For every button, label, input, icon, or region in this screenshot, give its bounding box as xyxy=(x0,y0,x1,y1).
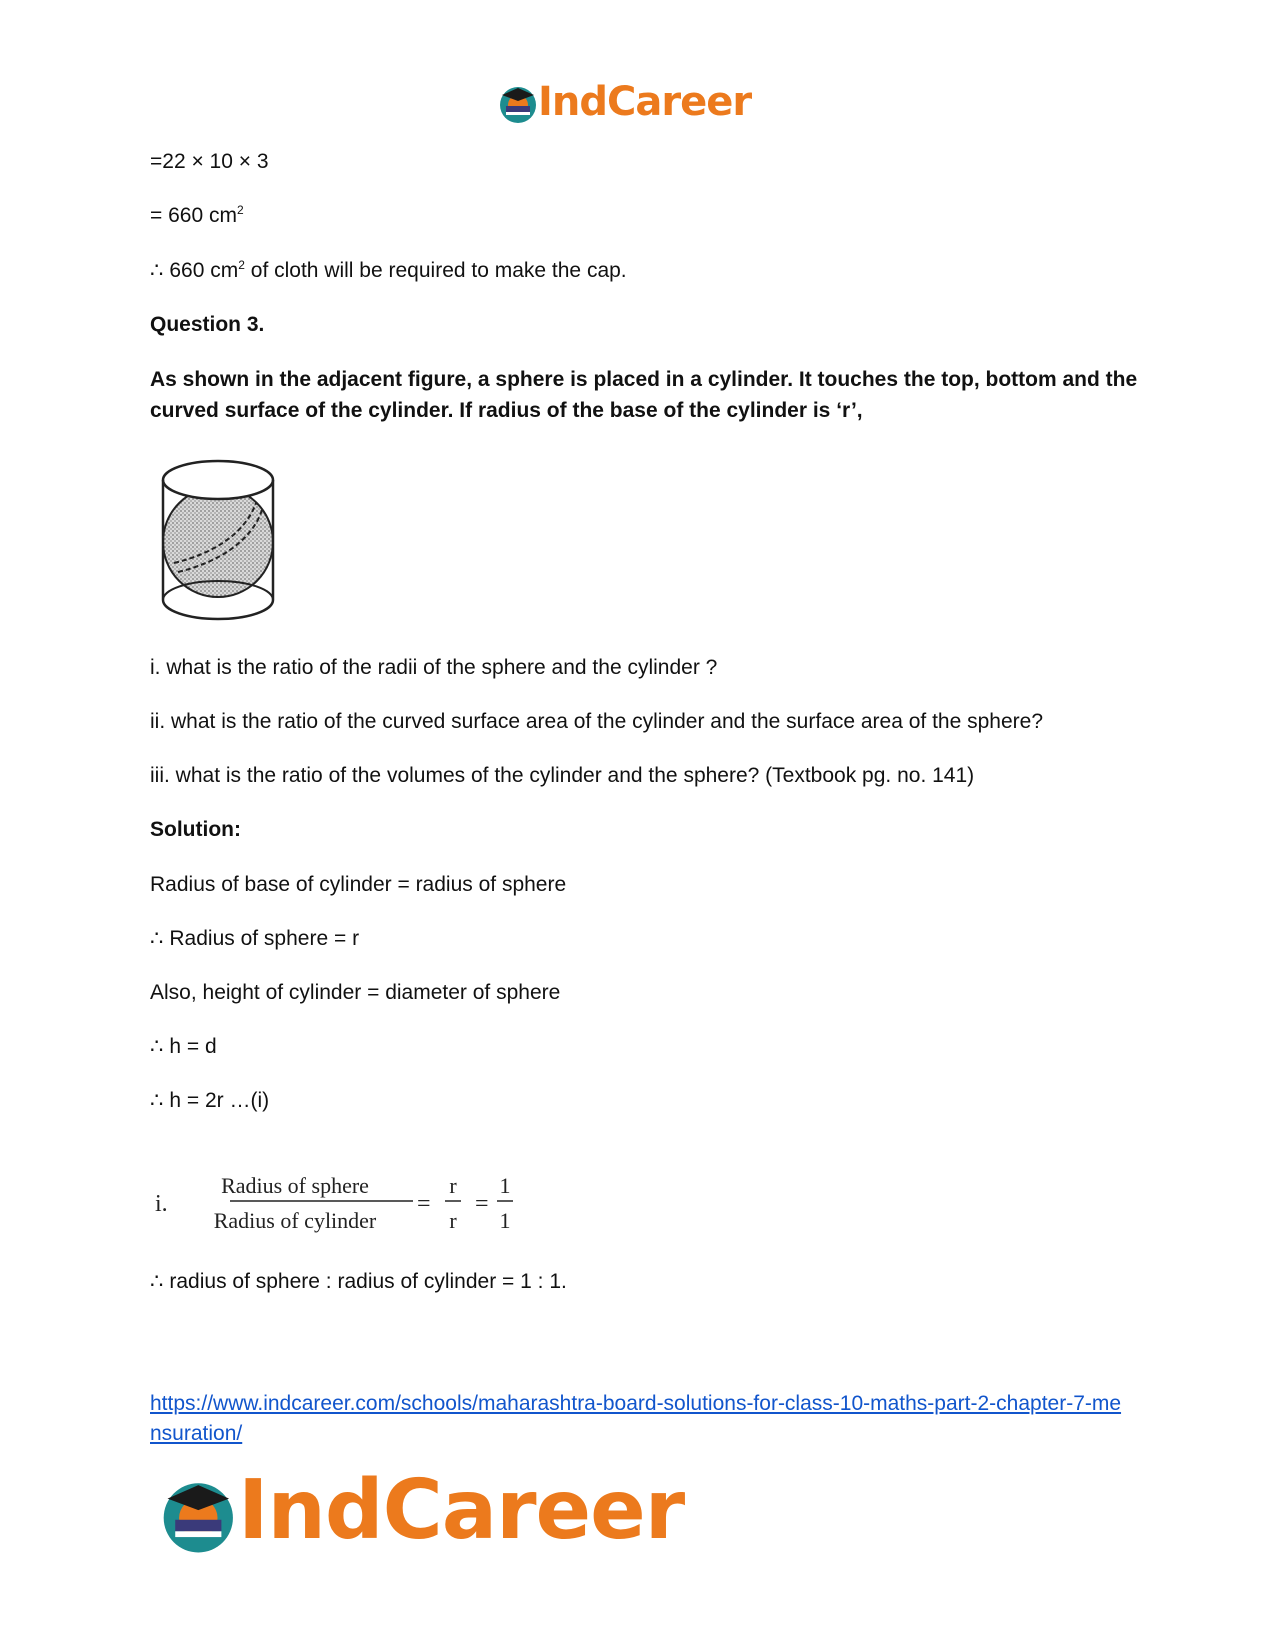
equals-sign: = xyxy=(417,1191,431,1217)
calc-line-1: =22 × 10 × 3 xyxy=(150,150,269,173)
sphere-in-cylinder-figure xyxy=(160,458,290,628)
ratio-equation xyxy=(155,1167,535,1237)
superscript: 2 xyxy=(238,258,245,272)
solution-step-1: Radius of base of cylinder = radius of sphere xyxy=(150,873,567,896)
source-link[interactable]: https://www.indcareer.com/schools/maharashtra-board-solutions-for-class-10-maths-part-2-chapter-7-mensuration/ xyxy=(150,1392,1122,1445)
conclusion-text: of cloth will be required to make the cap. xyxy=(244,259,627,282)
therefore-symbol: ∴ xyxy=(150,259,164,282)
solution-step-4 xyxy=(150,1032,217,1062)
question-part-i: i. what is the ratio of the radii of the sphere and the cylinder ? xyxy=(150,656,718,679)
calc-line-2-text: = 660 cm xyxy=(150,204,237,227)
question-label: Question 3. xyxy=(150,313,265,336)
therefore-symbol: ∴ xyxy=(150,1089,164,1112)
solution-conclusion-text: radius of sphere : radius of cylinder = 1 : 1. xyxy=(169,1270,567,1293)
equation-denominator: Radius of cylinder xyxy=(213,1208,377,1233)
question-part-iii: iii. what is the ratio of the volumes of the cylinder and the sphere? (Textbook pg. no. 141) xyxy=(150,764,975,787)
conclusion-line xyxy=(150,256,627,286)
therefore-symbol: ∴ xyxy=(150,1035,164,1058)
solution-label: Solution: xyxy=(150,818,241,841)
r-numerator: r xyxy=(449,1173,457,1198)
question-text: As shown in the adjacent figure, a sphere is placed in a cylinder. It touches the top, bottom and the curved surface of the cylinder. If radius of the base of the cylinder is ‘r’, xyxy=(150,368,1138,422)
logo-text: IndCareer xyxy=(238,1463,685,1558)
solution-step-2 xyxy=(150,924,359,954)
solution-step-4-text: h = d xyxy=(169,1035,217,1058)
superscript: 2 xyxy=(236,203,244,217)
one-denominator: 1 xyxy=(499,1208,511,1233)
r-denominator: r xyxy=(449,1208,457,1233)
one-numerator: 1 xyxy=(499,1173,511,1198)
solution-step-3: Also, height of cylinder = diameter of sphere xyxy=(150,981,561,1004)
conclusion-value: 660 cm xyxy=(169,259,239,282)
solution-conclusion xyxy=(150,1267,567,1297)
solution-step-5-text: h = 2r …(i) xyxy=(169,1089,270,1112)
therefore-symbol: ∴ xyxy=(150,1270,164,1293)
solution-step-2-text: Radius of sphere = r xyxy=(169,927,360,950)
calc-line-2 xyxy=(150,201,244,231)
equation-label: i. xyxy=(155,1191,168,1217)
equation-numerator: Radius of sphere xyxy=(221,1173,369,1198)
equals-sign: = xyxy=(475,1191,489,1217)
question-part-ii: ii. what is the ratio of the curved surface area of the cylinder and the surface area of the sphere? xyxy=(150,710,1044,733)
logo-text: IndCareer xyxy=(538,79,752,125)
solution-step-5 xyxy=(150,1086,269,1116)
therefore-symbol: ∴ xyxy=(150,927,164,950)
